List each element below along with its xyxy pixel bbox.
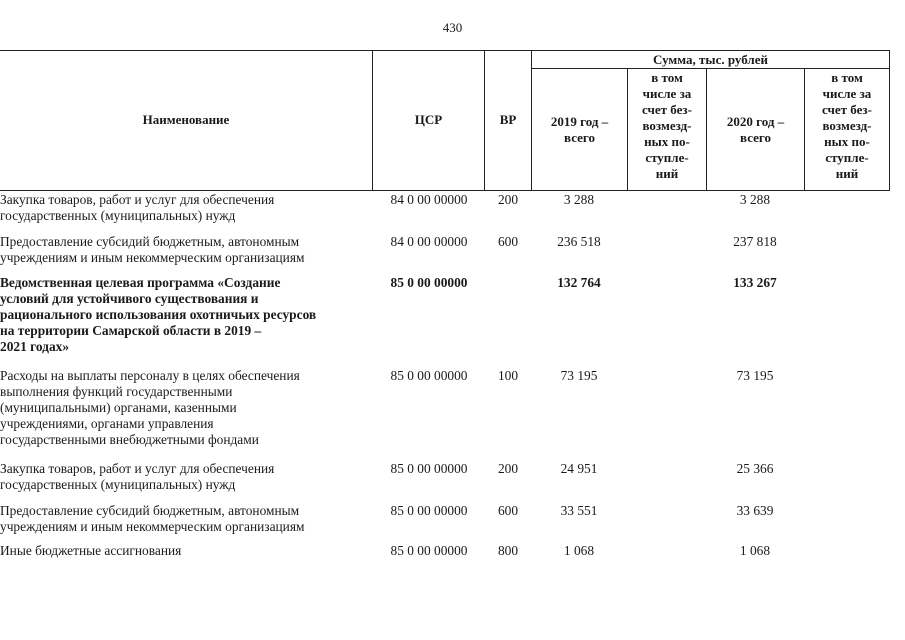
- header-2020-free-line: в том: [831, 70, 863, 85]
- row-name-line: учреждениями, органами управления: [0, 416, 214, 431]
- row-2019-total: 73 195: [560, 368, 598, 383]
- row-vr: 100: [497, 368, 519, 383]
- row-vr: 200: [497, 461, 519, 476]
- row-name-line: (муниципальными) органами, казенными: [0, 400, 237, 415]
- row-name-line: государственными внебюджетными фондами: [0, 432, 259, 447]
- header-csr: ЦСР: [414, 112, 443, 127]
- header-2019-free-line: ступле-: [645, 150, 689, 165]
- row-2019-total: 33 551: [560, 503, 598, 518]
- header-2020-free-line: возмезд-: [822, 118, 872, 133]
- header-2020-total-line: 2020 год –: [726, 113, 785, 129]
- row-2020-total: 1 068: [739, 543, 771, 558]
- row-2019-total: 3 288: [563, 192, 595, 207]
- row-csr: 85 0 00 00000: [390, 275, 468, 290]
- row-2019-total: 132 764: [557, 275, 601, 290]
- header-2020-free: [805, 69, 889, 190]
- page-number: 430: [442, 20, 463, 35]
- row-vr: 800: [497, 543, 519, 558]
- row-name-line: Иные бюджетные ассигнования: [0, 543, 182, 558]
- row-name-line: учреждениям и иным некоммерческим организациям: [0, 250, 305, 265]
- row-name-line: условий для устойчивого существования и: [0, 291, 259, 306]
- row-name-line: Закупка товаров, работ и услуг для обеспечения: [0, 192, 275, 207]
- header-2019-total-line: всего: [564, 129, 595, 145]
- row-csr: 85 0 00 00000: [390, 503, 468, 518]
- row-name: [0, 234, 372, 266]
- header-2019-free-line: в том: [651, 70, 683, 85]
- header-2019-free-line: счет без-: [642, 102, 692, 117]
- header-2019-total-line: 2019 год –: [550, 113, 609, 129]
- header-vr: ВР: [499, 112, 517, 127]
- row-2020-total: 25 366: [736, 461, 774, 476]
- row-name-line: Закупка товаров, работ и услуг для обеспечения: [0, 461, 275, 476]
- row-csr: 84 0 00 00000: [390, 234, 468, 249]
- row-name-line: выполнения функций государственными: [0, 384, 233, 399]
- row-name-line: на территории Самарской области в 2019 –: [0, 323, 262, 338]
- header-2019-free-line: возмезд-: [642, 118, 692, 133]
- header-2020-free-line: ний: [835, 166, 859, 181]
- row-2019-total: 1 068: [563, 543, 595, 558]
- row-csr: 85 0 00 00000: [390, 368, 468, 383]
- row-name: [0, 192, 372, 224]
- header-2019-free-line: ний: [655, 166, 679, 181]
- row-name-line: учреждениям и иным некоммерческим организациям: [0, 519, 305, 534]
- row-2020-total: 73 195: [736, 368, 774, 383]
- row-name-line: Предоставление субсидий бюджетным, автономным: [0, 503, 300, 518]
- header-2019-free: [628, 69, 706, 190]
- row-2019-total: 24 951: [560, 461, 598, 476]
- row-name: [0, 275, 372, 355]
- header-bottom-border: [0, 190, 890, 191]
- header-2020-free-line: ных по-: [824, 134, 870, 149]
- row-csr: 84 0 00 00000: [390, 192, 468, 207]
- row-name: [0, 503, 372, 535]
- header-name: Наименование: [142, 112, 230, 127]
- row-name-line: 2021 годах»: [0, 339, 70, 354]
- row-name-line: государственных (муниципальных) нужд: [0, 208, 236, 223]
- header-2020-free-line: числе за: [822, 86, 872, 101]
- header-2019-total: [532, 69, 627, 190]
- row-name: [0, 368, 372, 448]
- row-name-line: государственных (муниципальных) нужд: [0, 477, 236, 492]
- row-2019-total: 236 518: [557, 234, 601, 249]
- row-2020-total: 33 639: [736, 503, 774, 518]
- row-vr: 200: [497, 192, 519, 207]
- row-name-line: рационального использования охотничьих ресурсов: [0, 307, 317, 322]
- row-name: [0, 543, 372, 559]
- header-sum-group: Сумма, тыс. рублей: [653, 51, 768, 67]
- row-2020-total: 237 818: [733, 234, 777, 249]
- row-name-line: Расходы на выплаты персоналу в целях обеспечения: [0, 368, 300, 383]
- row-name: [0, 461, 372, 493]
- header-2020-free-line: счет без-: [822, 102, 872, 117]
- header-col-divider: [889, 50, 890, 190]
- row-csr: 85 0 00 00000: [390, 543, 468, 558]
- row-csr: 85 0 00 00000: [390, 461, 468, 476]
- header-2019-free-line: числе за: [642, 86, 692, 101]
- row-2020-total: 133 267: [733, 275, 777, 290]
- header-2020-free-line: ступле-: [825, 150, 869, 165]
- row-vr: 600: [497, 503, 519, 518]
- row-name-line: Предоставление субсидий бюджетным, автономным: [0, 234, 300, 249]
- header-2020-total: [707, 69, 804, 190]
- row-2020-total: 3 288: [739, 192, 771, 207]
- row-vr: 600: [497, 234, 519, 249]
- header-2019-free-line: ных по-: [644, 134, 690, 149]
- row-name-line: Ведомственная целевая программа «Создание: [0, 275, 281, 290]
- header-2020-total-line: всего: [740, 129, 771, 145]
